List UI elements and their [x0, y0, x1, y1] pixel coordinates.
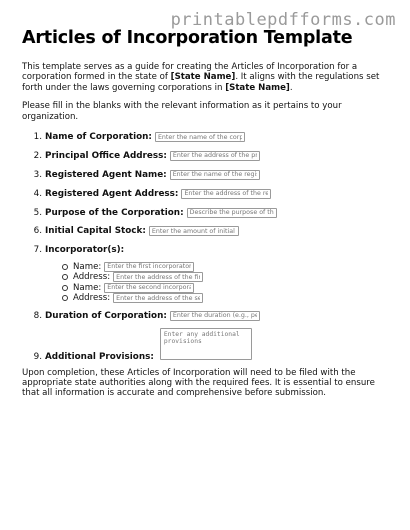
field-label: Name of Corporation:: [45, 132, 152, 143]
field-row-incorporators: [22, 244, 392, 256]
incorporator-label: Name:: [73, 261, 102, 272]
field-number: 9.: [33, 351, 42, 362]
field-row-principal-office: [22, 150, 392, 162]
site-watermark: printablepdfforms.com: [170, 10, 396, 30]
field-number: 3.: [33, 169, 42, 180]
incorporator-label: Address:: [73, 272, 111, 283]
field-number: 4.: [33, 188, 42, 199]
field-number: 2.: [33, 150, 42, 161]
field-label: Registered Agent Address:: [45, 188, 179, 199]
intro-paragraph: [22, 62, 392, 93]
field-row-purpose: [22, 207, 392, 219]
incorporator-2-name-input[interactable]: [104, 283, 194, 293]
field-row-additional-provisions: [22, 328, 392, 362]
field-number: 7.: [33, 245, 42, 256]
closing-paragraph: Upon completion, these Articles of Incorporation will need to be filed with the appropriate state authorities along with the required fees. It is essential to ensure that all information is accurate and comprehensive before submission.: [22, 367, 375, 399]
form-fields: [22, 131, 392, 362]
field-number: 8.: [33, 310, 42, 321]
field-label: Purpose of the Corporation:: [45, 207, 184, 218]
list-item: [62, 282, 392, 293]
state-name-placeholder-1: [State Name]: [170, 72, 236, 83]
incorporator-1-address-input[interactable]: [113, 272, 203, 282]
bullet-icon: [62, 274, 68, 280]
list-item: [62, 272, 392, 283]
bullet-icon: [62, 264, 68, 270]
bullet-icon: [62, 285, 68, 291]
field-number: 5.: [33, 207, 42, 218]
page-title: Articles of Incorporation Template: [22, 28, 353, 48]
field-label: Initial Capital Stock:: [45, 226, 146, 237]
field-label: Principal Office Address:: [45, 150, 167, 161]
list-item: [62, 293, 392, 304]
incorporator-1-name-input[interactable]: [104, 262, 194, 272]
intro-text-2: . It aligns with the regulations set forth under the laws governing corporations in: [22, 72, 380, 93]
purpose-input[interactable]: [187, 208, 277, 218]
principal-office-address-input[interactable]: [170, 151, 260, 161]
list-item: [62, 261, 392, 272]
additional-provisions-textarea[interactable]: [160, 328, 252, 360]
incorporator-label: Address:: [73, 293, 111, 304]
intro-text-1: This template serves as a guide for creating the Articles of Incorporation for a corporation formed in the state of: [22, 62, 358, 83]
field-number: 6.: [33, 226, 42, 237]
registered-agent-address-input[interactable]: [181, 189, 271, 199]
field-label: Incorporator(s):: [45, 245, 125, 256]
document-body: [22, 28, 392, 399]
state-name-placeholder-2: [State Name]: [225, 82, 290, 93]
registered-agent-name-input[interactable]: [170, 170, 260, 180]
field-label: Additional Provisions:: [45, 351, 154, 362]
incorporator-label: Name:: [73, 282, 102, 293]
instruction-text: Please fill in the blanks with the relevant information as it pertains to your organization.: [22, 101, 342, 122]
field-row-agent-name: [22, 169, 392, 181]
field-row-capital-stock: [22, 225, 392, 237]
intro-text-3: .: [289, 82, 293, 93]
capital-stock-input[interactable]: [149, 226, 239, 236]
field-number: 1.: [33, 132, 42, 143]
field-row-duration: [22, 310, 392, 322]
incorporator-2-address-input[interactable]: [113, 293, 203, 303]
duration-input[interactable]: [170, 311, 260, 321]
bullet-icon: [62, 295, 68, 301]
corporation-name-input[interactable]: [155, 132, 245, 142]
incorporator-list: [62, 261, 392, 303]
field-label: Duration of Corporation:: [45, 310, 167, 321]
field-label: Registered Agent Name:: [45, 169, 167, 180]
field-row-agent-address: [22, 188, 392, 200]
field-row-corporation-name: [22, 131, 392, 143]
